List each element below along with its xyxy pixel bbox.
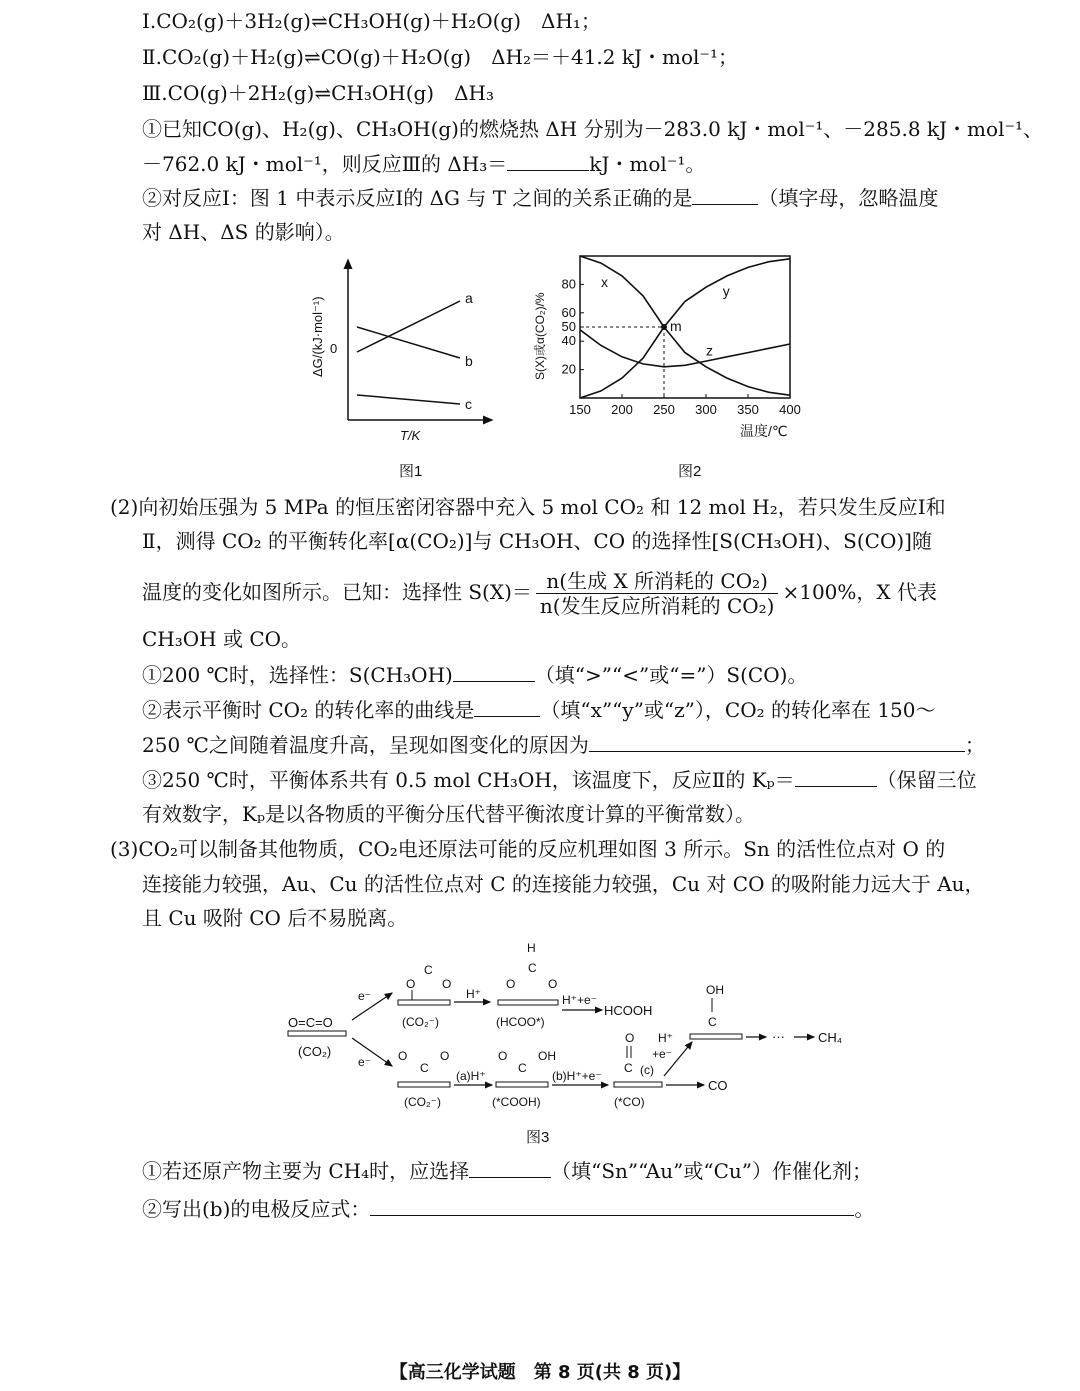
fig3-atom-o1: O [406,977,416,991]
part2-q3-line2: 有效数字，Kₚ是以各物质的平衡分压代替平衡浓度计算的平衡常数）。 [142,802,755,826]
part1-q1-line1: ①已知CO(g)、H₂(g)、CH₃OH(g)的燃烧热 ΔH 分别为－283.0 kJ・mol⁻¹、－285.8 kJ・mol⁻¹、 [142,117,1044,141]
part2-line4: CH₃OH 或 CO。 [142,627,302,651]
fig3-atom-o5: O [398,1049,408,1063]
fig3-hplus-1: H⁺ [466,987,481,1001]
fig3-atom-c4: C [518,1061,527,1075]
part3-q1: ①若还原产物主要为 CH₄时，应选择 （填“Sn”“Au”或“Cu”）作催化剂； [142,1159,872,1183]
fig3-hplus-cu: H⁺ [658,1031,673,1045]
figure-3-mechanism [280,938,860,1118]
fig2-point-m [661,324,667,330]
fig2-curve-label-y: y [722,282,730,299]
fig3-atom-o8: O [625,1031,635,1045]
fig1-caption: 图1 [399,463,423,480]
fig3-co2ads-bottom: (CO₂⁻) [404,1095,441,1109]
fig2-xtick-label: 350 [737,402,759,417]
part1-q2-line1: ②对反应Ⅰ：图 1 中表示反应Ⅰ的 ΔG 与 T 之间的关系正确的是 （填字母，忽略温度 [142,186,939,210]
answer-blank-electrode-eq[interactable] [370,1197,854,1216]
fig3-atom-c6: C [708,1015,717,1029]
part3-line2: 连接能力较强，Au、Cu 的活性位点对 C 的连接能力较强，Cu 对 CO 的吸附能力远大于 Au， [142,872,985,896]
fig3-atom-o3: O [506,977,516,991]
part2-q2-line2: 250 ℃之间随着温度升高，呈现如图变化的原因为 ； [142,733,985,757]
fig3-atom-oh2: OH [706,983,724,997]
fig3-co2-label: (CO₂) [298,1044,332,1059]
fig2-xtick-label: 200 [611,402,633,417]
fig2-ytick-label: 50 [561,319,576,334]
fig3-atom-c2: C [528,961,537,975]
answer-blank-catalyst[interactable] [469,1159,551,1178]
fig3-surface-2 [498,1000,558,1005]
fig3-atom-o6: O [440,1049,450,1063]
fig2-curve-label-x: x [601,274,608,291]
fig3-atom-o2: O [442,977,452,991]
part2-q3-line1: ③250 ℃时，平衡体系共有 0.5 mol CH₃OH，该温度下，反应Ⅱ的 Kₚ＝ （保留三位 [142,768,977,792]
reaction-1: Ⅰ.CO₂(g)＋3H₂(g)⇌CH₃OH(g)＋H₂O(g) ΔH₁； [142,9,601,33]
fig1-line-c [357,395,460,404]
page-footer: 【高三化学试题 第 8 页(共 8 页)】 [389,1362,691,1383]
fig1-xlabel: T/K [400,428,421,443]
part1-q2-line2: 对 ΔH、ΔS 的影响）。 [142,220,345,244]
fig3-atom-c5: C [624,1061,633,1075]
answer-blank-fig1[interactable] [692,186,758,205]
fig3-atom-h: H [527,941,536,955]
fig2-curve-z [580,330,790,367]
fig3-atom-o7: O [498,1049,508,1063]
part3-line1: (3)CO₂可以制备其他物质，CO₂电还原法可能的反应机理如图 3 所示。Sn 的活性位点对 O 的 [110,837,946,861]
part2-line1: (2)向初始压强为 5 MPa 的恒压密闭容器中充入 5 mol CO₂ 和 12 mol H₂，若只发生反应Ⅰ和 [110,495,946,519]
answer-blank-kp[interactable] [795,768,877,787]
fig3-co2-structure: O=C=O [288,1015,333,1030]
reaction-2: Ⅱ.CO₂(g)＋H₂(g)⇌CO(g)＋H₂O(g) ΔH₂＝＋41.2 kJ・mol⁻¹； [142,45,738,69]
fig2-xtick-label: 400 [779,402,801,417]
part2-q2-line1: ②表示平衡时 CO₂ 的转化率的曲线是 （填“x”“y”或“z”），CO₂ 的转化率在 150～ [142,698,936,722]
fig2-curve-y [580,259,790,398]
reaction-3: Ⅲ.CO(g)＋2H₂(g)⇌CH₃OH(g) ΔH₃ [142,81,495,105]
fig2-curve-x [580,256,790,395]
fig3-dots: ··· [772,1029,785,1044]
fig2-ylabel: S(X)或α(CO₂)/% [533,292,547,380]
fig3-hcooh: HCOOH [604,1003,653,1018]
answer-blank-selectivity[interactable] [453,663,535,682]
fig3-hcoo-label: (HCOO*) [496,1015,545,1029]
part3-line3: 且 Cu 吸附 CO 后不易脱离。 [142,906,408,930]
fig3-ch4: CH₄ [818,1030,843,1045]
fig2-ytick-label: 80 [561,276,576,292]
fig2-ytick-label: 20 [561,361,576,377]
fig3-surface-1 [398,1000,450,1005]
fig3-atom-oh1: OH [538,1049,556,1063]
fig2-xlabel: 温度/℃ [740,423,788,439]
fig1-line-a [357,301,460,352]
fig3-atom-o4: O [548,977,558,991]
part3-q2: ②写出(b)的电极反应式： 。 [142,1197,875,1221]
fig3-step-b: (b)H⁺+e⁻ [552,1069,602,1083]
fig2-xtick-label: 250 [653,402,675,417]
fig2-curve-label-z: z [706,342,713,359]
fig3-step-c: (c) [640,1063,654,1077]
fig3-surface-6 [690,1034,742,1039]
fig2-caption: 图2 [678,463,702,480]
selectivity-fraction: $\frac{\text{n(生成 X 所消耗的 CO₂)}}{\text{n(发生反应所消耗的 CO₂)}}$ [536,569,779,618]
fig3-co-ads-label: (*CO) [614,1095,645,1109]
answer-blank-dh3[interactable] [507,152,589,171]
fig2-point-m-label: m [670,318,682,334]
fig2-xtick-label: 300 [695,402,717,417]
fig1-label-a: a [465,290,473,306]
part2-line2: Ⅱ，测得 CO₂ 的平衡转化率[α(CO₂)]与 CH₃OH、CO 的选择性[S(CH₃OH)、S(CO)]随 [142,529,932,553]
fig2-xtick-label: 150 [569,402,591,417]
fig3-hpluse-1: H⁺+e⁻ [562,993,598,1007]
fig3-co-product: CO [708,1078,728,1093]
fig1-ylabel: ΔG/(kJ·mol⁻¹) [310,296,325,377]
fig3-cooh-label: (*COOH) [492,1095,541,1109]
fig1-label-c: c [465,396,472,412]
fig1-zero: 0 [330,341,338,356]
fig3-atom-c3: C [420,1061,429,1075]
figure-1 [300,252,510,447]
fig3-atom-c1: C [424,963,433,977]
fig3-e-bottom: e⁻ [358,1055,372,1069]
fig3-surface-0 [288,1031,346,1036]
fig1-label-b: b [465,353,473,369]
answer-blank-curve[interactable] [474,698,540,717]
fig3-plus-e: +e⁻ [652,1047,673,1061]
answer-blank-reason[interactable] [589,733,965,752]
part2-q1: ①200 ℃时，选择性：S(CH₃OH) （填“>”“<”或“=”）S(CO)。 [142,663,808,687]
fig3-co2ads-top: (CO₂⁻) [402,1015,439,1029]
fig3-surface-5 [614,1082,662,1087]
fig2-ytick-label: 60 [561,304,576,320]
part1-q1-line2: －762.0 kJ・mol⁻¹，则反应Ⅲ的 ΔH₃＝ kJ・mol⁻¹。 [142,152,706,176]
fig3-caption: 图3 [526,1129,550,1146]
fig1-line-b [357,327,460,358]
figure-2-chart [530,250,820,445]
fig3-surface-3 [398,1082,450,1087]
fig3-e-top: e⁻ [358,989,372,1003]
fig3-step-a: (a)H⁺ [456,1069,486,1083]
fig2-ytick-label: 40 [561,333,576,349]
fig3-surface-4 [496,1082,548,1087]
part2-line3: 温度的变化如图所示。已知：选择性 S(X)＝ $\frac{\text{n(生成 X 所消耗的 CO₂)}}{\text{n(发生反应所消耗的 CO₂)}}$ ×100%，X 代表 [142,569,937,618]
